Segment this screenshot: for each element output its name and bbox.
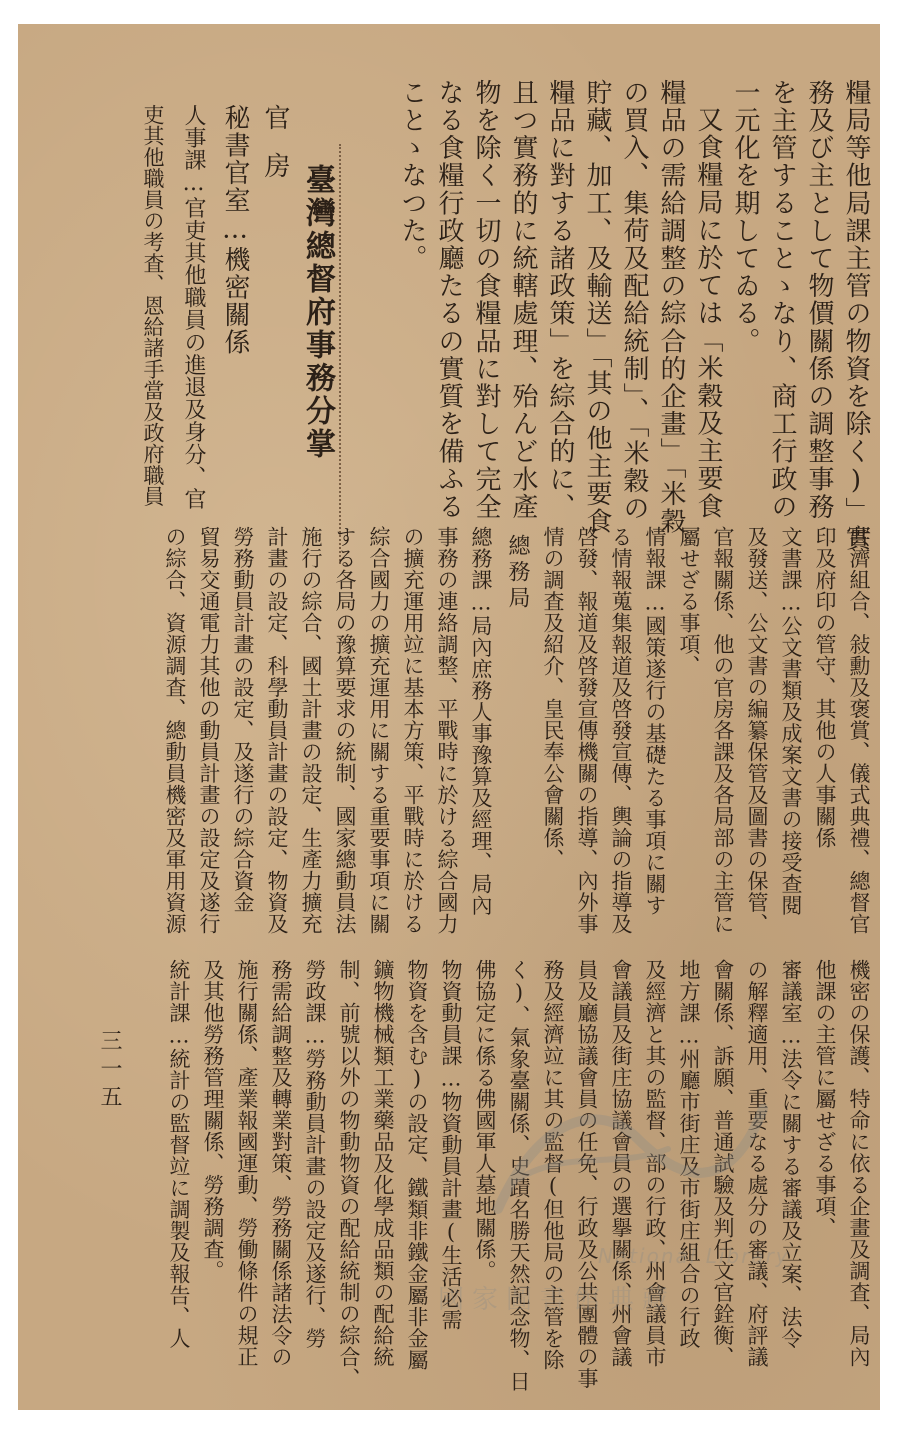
text-column: 且つ實務的に統轄處理、殆んど水產: [508, 79, 538, 521]
text-column: する各局の豫算要求の統制、國家總動員法: [333, 526, 357, 935]
document-page: [18, 24, 880, 1410]
text-column: 地方課…州廳市街庄及市街庄組合の行政: [677, 959, 701, 1349]
text-column: 務及經濟竝に其の監督(但他局の主管を除: [541, 959, 565, 1371]
text-column: 官房: [260, 104, 290, 200]
text-column: の解釋適用、重要なる處分の審議、府評議: [745, 959, 769, 1368]
text-column: の擴充運用竝に基本方策、平戰時に於ける: [401, 526, 425, 935]
text-column: ことゝなつた。: [397, 79, 427, 273]
text-column: 秘書官室…機密關係: [220, 104, 250, 357]
text-column: 共濟組合、敍勳及褒賞、儀式典禮、總督官: [847, 526, 871, 935]
text-column: 糧局等他局課主管の物資を除く)」實: [841, 79, 871, 553]
text-column: の買入、集荷及配給統制」、「米穀の: [619, 79, 649, 523]
text-column: 制、前號以外の物動物資の配給統制の綜合、: [337, 959, 361, 1389]
text-column: 鑛物機械類工業藥品及化學成品類の配給統: [371, 959, 395, 1368]
watermark-text: 國家圖書館典藏: [438, 1285, 677, 1315]
text-column: の綜合、資源調査、總動員機密及軍用資源: [163, 526, 187, 935]
text-column: 貿易交通電力其他の動員計畫の設定及遂行: [197, 526, 221, 935]
text-column: 貯藏、加工、及輸送」「其の他主要食: [582, 79, 612, 536]
text-column: 總務局: [505, 534, 530, 612]
text-column: 施行の綜合、國土計畫の設定、生產力擴充: [299, 526, 323, 935]
text-column: 機密の保護、特命に依る企畫及調査、局內: [847, 959, 871, 1368]
text-column: 及經濟と其の監督、部の行政、州會議員市: [643, 959, 667, 1368]
text-column: 計畫の設定、科學動員計畫の設定、物資及: [265, 526, 289, 935]
text-column: 施行關係、產業報國運動、勞働條件の規正: [235, 959, 259, 1368]
library-logo-icon: [478, 1079, 778, 1239]
text-column: 啓發、報道及啓發宣傳機關の指導、內外事: [575, 526, 599, 935]
section-heading: 臺灣總督府事務分掌: [300, 164, 335, 461]
text-column: 審議室…法令に關する審議及立案、法令: [779, 959, 803, 1349]
text-column: 人事課…官吏其他職員の進退及身分、官: [181, 104, 206, 511]
heading-rule: [339, 144, 361, 564]
text-column: 又食糧局に於ては「米穀及主要食: [693, 106, 723, 520]
text-column: 總務課…局內庶務人事豫算及經理、局內: [469, 526, 493, 916]
text-column: 物を除く一切の食糧品に對して完全: [471, 79, 501, 521]
text-column: 文書課…公文書類及成案文書の接受查閱: [779, 526, 803, 916]
text-column: 糧品の需給調整の綜合的企畫」「米穀: [656, 79, 686, 536]
text-column: 印及府印の管守、其他の人事關係: [813, 526, 837, 849]
text-column: 事務の連絡調整、平戰時に於ける綜合國力: [435, 526, 459, 935]
page-number: 三一五: [97, 1029, 122, 1113]
text-column: 情の調査及紹介、皇民奉公會關係、: [541, 526, 565, 870]
text-column: 勞政課…勞務動員計畫の設定及遂行、勞: [303, 959, 327, 1349]
text-column: 物資を含む)の設定、鐵類非鐵金屬非金屬: [405, 959, 429, 1371]
text-column: 佛協定に係る佛國軍人墓地關係。: [473, 959, 497, 1282]
library-watermark: [438, 1079, 828, 1314]
text-column: 屬せざる事項、: [677, 526, 701, 677]
text-column: 會關係、訴願、普通試驗及判任文官銓衡、: [711, 959, 735, 1368]
text-column: 糧品に對する諸政策」を綜合的に、: [545, 79, 575, 521]
text-column: 會議員及街庄協議會員の選擧關係、州會議: [609, 959, 633, 1368]
text-column: 員及廳協議會員の任免、行政及公共團體の事: [575, 959, 599, 1389]
text-column: を主管することゝなり、商工行政の: [767, 79, 797, 521]
text-column: 官報關係、他の官房各課及各局部の主管に: [711, 526, 735, 935]
text-column: 物資動員課…物資動員計畫(生活必需: [439, 959, 463, 1331]
text-column: 情報課…國策遂行の基礎たる事項に關す: [643, 526, 667, 916]
text-column: 及發送、公文書の編纂保管及圖書の保管、: [745, 526, 769, 935]
text-column: る情報蒐集報道及啓發宣傳、輿論の指導及: [609, 526, 633, 935]
text-column: 勞務動員計畫の設定、及遂行の綜合資金: [231, 526, 255, 913]
text-column: 務需給調整及轉業對策、勞務關係諸法令の: [269, 959, 293, 1368]
text-column: く)、氣象臺關係、史蹟名勝天然記念物、日: [507, 959, 531, 1392]
text-column: 他課の主管に屬せざる事項、: [813, 959, 837, 1239]
text-column: 務及び主として物價關係の調整事務: [804, 79, 834, 521]
text-column: 及其他勞務管理關係、勞務調査。: [201, 959, 225, 1282]
text-column: 吏其他職員の考査、恩給諸手當及政府職員: [141, 104, 165, 507]
text-column: 統計課…統計の監督竝に調製及報告、人: [167, 959, 191, 1349]
watermark-subtext: National Library: [598, 1244, 790, 1268]
text-column: 一元化を期してゐる。: [730, 79, 760, 355]
text-column: 綜合國力の擴充運用に關する重要事項に關: [367, 526, 391, 935]
text-column: なる食糧行政廳たるの實質を備ふる: [434, 79, 464, 521]
